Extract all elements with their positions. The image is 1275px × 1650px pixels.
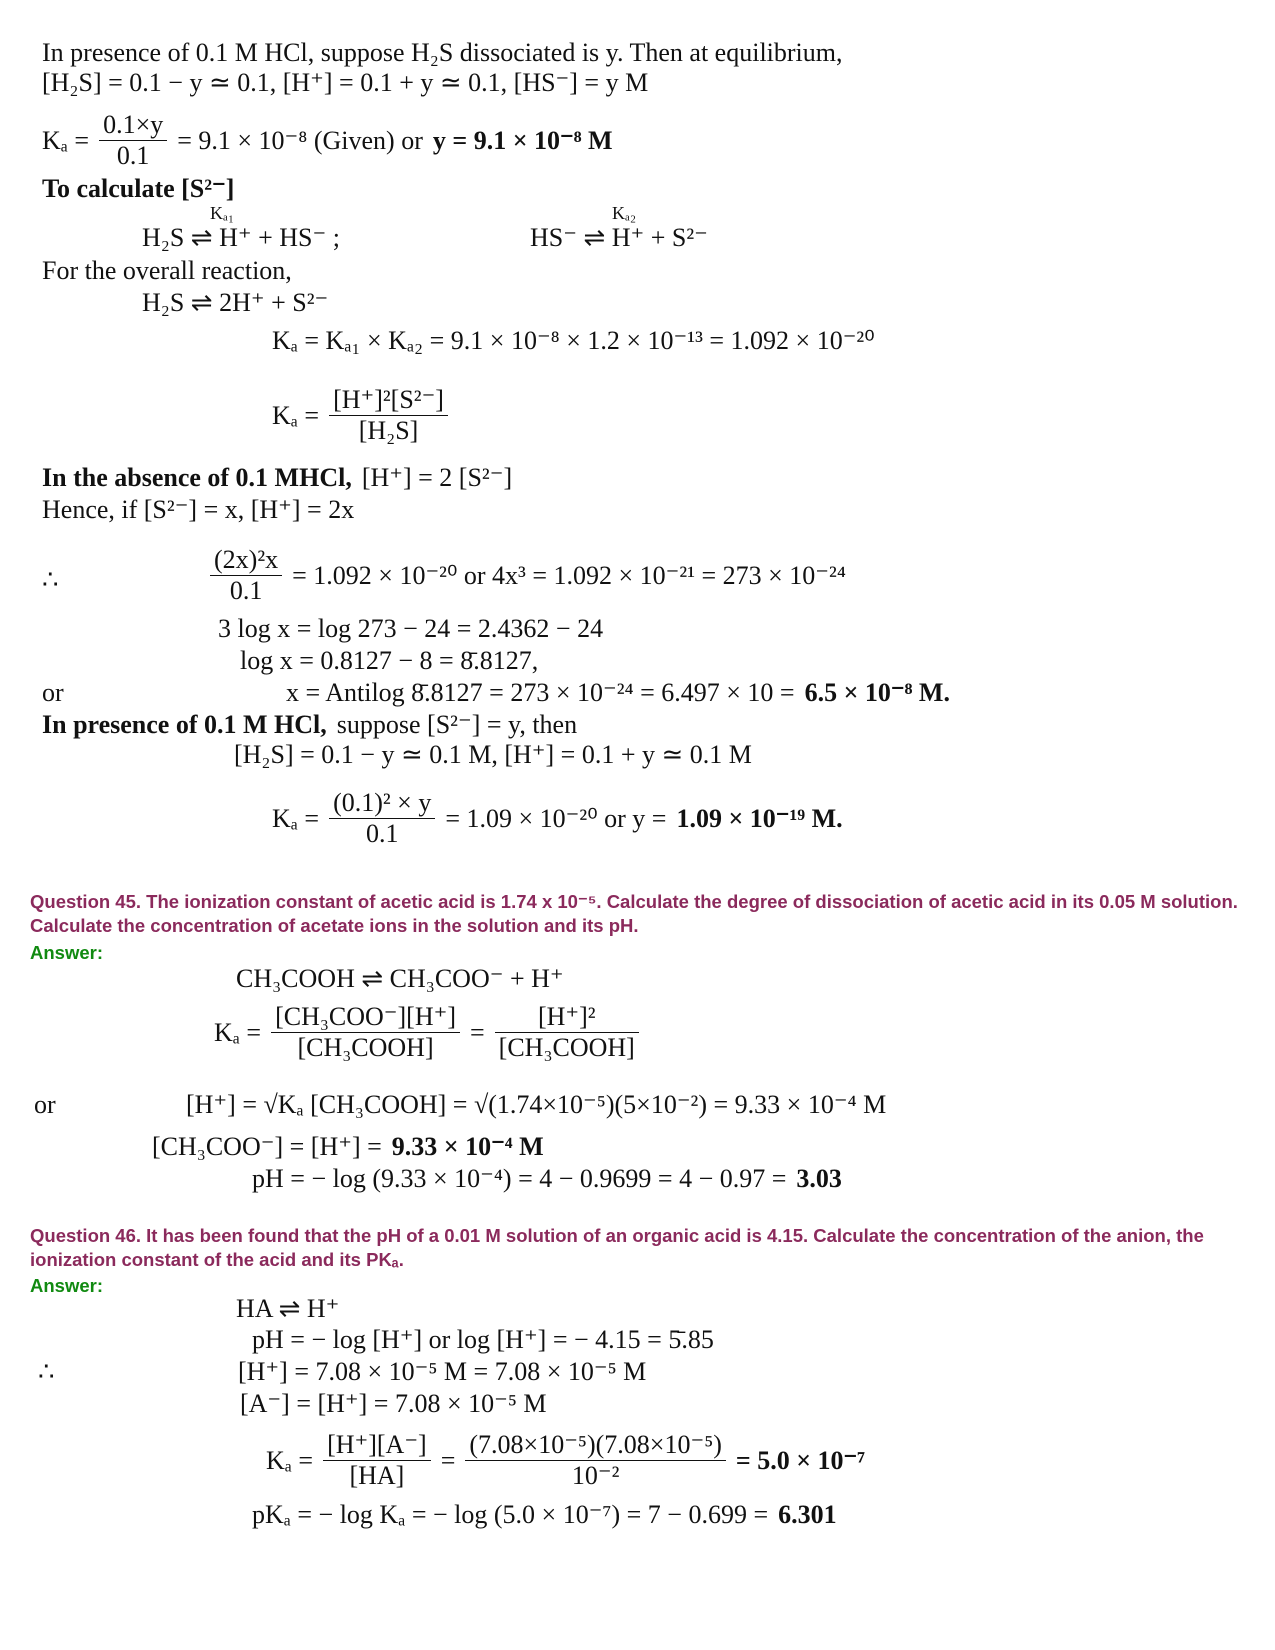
equation: HA ⇌ H⁺ bbox=[236, 1294, 340, 1323]
numerator: (7.08×10⁻⁵)(7.08×10⁻⁵) bbox=[465, 1430, 726, 1461]
text-line: In presence of 0.1 M HCl, suppose H₂S dissociated is y. Then at equilibrium, bbox=[42, 38, 843, 67]
numerator: (2x)²x bbox=[210, 545, 282, 576]
fraction bbox=[329, 788, 435, 849]
numerator: [H⁺]² bbox=[495, 1002, 639, 1033]
equation: [H⁺] = 7.08 × 10⁻⁵ M = 7.08 × 10⁻⁵ M bbox=[238, 1357, 647, 1386]
equation: pKₐ = − log Kₐ = − log (5.0 × 10⁻⁷) = 7 − 0.699 = bbox=[252, 1500, 769, 1529]
denominator: [H₂S] bbox=[358, 416, 419, 445]
question-45: Question 45. The ionization constant of acetic acid is 1.74 x 10⁻⁵. Calculate the degree of dissociation of acetic acid in its 0.05 M solution. Calculate the concentration of acetate ions in the solution and its pH. bbox=[30, 891, 1238, 936]
ka-equation bbox=[42, 110, 613, 171]
equation: [H⁺] = √Kₐ [CH₃COOH] = √(1.74×10⁻⁵)(5×10⁻²) = 9.33 × 10⁻⁴ M bbox=[186, 1090, 887, 1119]
equation: Kₐ = Kₐ₁ × Kₐ₂ = 9.1 × 10⁻⁸ × 1.2 × 10⁻¹³ = 1.092 × 10⁻²⁰ bbox=[272, 326, 875, 355]
result: 1.09 × 10⁻¹⁹ M. bbox=[676, 803, 843, 833]
heading: To calculate [S²⁻] bbox=[42, 174, 235, 203]
text-line: [H⁺] = 2 [S²⁻] bbox=[361, 463, 513, 492]
text-line: suppose [S²⁻] = y, then bbox=[336, 710, 578, 739]
ka-expression bbox=[272, 385, 448, 446]
fraction bbox=[271, 1002, 460, 1063]
therefore-symbol: ∴ bbox=[42, 565, 59, 594]
fraction bbox=[465, 1430, 726, 1491]
presence-line bbox=[42, 710, 577, 740]
fraction bbox=[329, 385, 448, 446]
constant-label: Kₐ₁ bbox=[210, 203, 235, 223]
denominator: [CH₃COOH] bbox=[498, 1033, 635, 1062]
heading: In the absence of 0.1 MHCl, bbox=[42, 463, 352, 492]
equation: CH₃COOH ⇌ CH₃COO⁻ + H⁺ bbox=[236, 964, 564, 993]
fraction bbox=[323, 1430, 431, 1491]
fraction bbox=[99, 110, 167, 171]
result: = 5.0 × 10⁻⁷ bbox=[735, 1445, 866, 1475]
absence-line bbox=[42, 463, 512, 493]
equation: HS⁻ ⇌ H⁺ + S²⁻ bbox=[530, 223, 708, 252]
math-label: Kₐ = bbox=[266, 1445, 314, 1475]
heading: In presence of 0.1 M HCl, bbox=[42, 710, 327, 739]
text-line: [H₂S] = 0.1 − y ≃ 0.1, [H⁺] = 0.1 + y ≃ 0.1, [HS⁻] = y M bbox=[42, 68, 649, 97]
equation: = 1.092 × 10⁻²⁰ or 4x³ = 1.092 × 10⁻²¹ = 273 × 10⁻²⁴ bbox=[292, 560, 846, 590]
numerator: (0.1)² × y bbox=[329, 788, 435, 819]
equation: pH = − log [H⁺] or log [H⁺] = − 4.15 = 5̄.85 bbox=[252, 1325, 714, 1354]
ph-line bbox=[252, 1164, 842, 1194]
numerator: 0.1×y bbox=[99, 110, 167, 141]
denominator: 10⁻² bbox=[571, 1461, 620, 1490]
numerator: [CH₃COO⁻][H⁺] bbox=[271, 1002, 460, 1033]
text-line: or bbox=[42, 678, 64, 707]
result: 3.03 bbox=[796, 1164, 842, 1193]
equation: x = Antilog 8̄.8127 = 273 × 10⁻²⁴ = 6.497 × 10 = bbox=[286, 678, 795, 707]
denominator: 0.1 bbox=[229, 576, 263, 605]
ka3-equation bbox=[272, 788, 843, 849]
equals-sign: = bbox=[440, 1445, 456, 1475]
answer-label: Answer: bbox=[30, 1275, 103, 1296]
equation: H₂S ⇌ H⁺ + HS⁻ ; bbox=[142, 223, 340, 252]
answer-label: Answer: bbox=[30, 942, 103, 963]
math-label: Kₐ = bbox=[272, 803, 320, 833]
ka-equation bbox=[266, 1430, 865, 1491]
result: 6.5 × 10⁻⁸ M. bbox=[804, 678, 950, 707]
result: 6.301 bbox=[778, 1500, 837, 1529]
therefore-symbol: ∴ bbox=[38, 1357, 55, 1386]
result: 9.33 × 10⁻⁴ M bbox=[391, 1132, 544, 1161]
ka-equation bbox=[214, 1002, 639, 1063]
acetate-line bbox=[152, 1132, 544, 1162]
numerator: [H⁺][A⁻] bbox=[323, 1430, 431, 1461]
numerator: [H⁺]²[S²⁻] bbox=[329, 385, 448, 416]
constant-label: Kₐ₂ bbox=[612, 203, 637, 223]
pka-line bbox=[252, 1500, 837, 1530]
text-line: or bbox=[34, 1090, 56, 1119]
math-label: Kₐ = bbox=[42, 125, 90, 155]
equation: pH = − log (9.33 × 10⁻⁴) = 4 − 0.9699 = 4 − 0.97 = bbox=[252, 1164, 787, 1193]
equation: log x = 0.8127 − 8 = 8̄.8127, bbox=[240, 646, 539, 675]
equation: [CH₃COO⁻] = [H⁺] = bbox=[152, 1132, 382, 1161]
equation: [H₂S] = 0.1 − y ≃ 0.1 M, [H⁺] = 0.1 + y ≃ 0.1 M bbox=[234, 740, 752, 769]
text-line: Hence, if [S²⁻] = x, [H⁺] = 2x bbox=[42, 495, 355, 524]
math-label: Kₐ = bbox=[272, 400, 320, 430]
equation: = 1.09 × 10⁻²⁰ or y = bbox=[445, 803, 667, 833]
fraction bbox=[210, 545, 282, 606]
text-line: = 9.1 × 10⁻⁸ (Given) or bbox=[177, 125, 423, 155]
denominator: 0.1 bbox=[365, 819, 399, 848]
cubic-equation bbox=[210, 545, 846, 606]
math-label: Kₐ = bbox=[214, 1017, 262, 1047]
denominator: 0.1 bbox=[116, 141, 150, 170]
fraction bbox=[495, 1002, 639, 1063]
question-46: Question 46. It has been found that the pH of a 0.01 M solution of an organic acid is 4.15. Calculate the concentration of the anion, the ionization constant of the acid and its PKₐ. bbox=[30, 1225, 1204, 1270]
text-line: For the overall reaction, bbox=[42, 256, 292, 285]
result: y = 9.1 × 10⁻⁸ M bbox=[432, 125, 613, 155]
equals-sign: = bbox=[470, 1017, 485, 1047]
antilog-line bbox=[286, 678, 950, 708]
equation: H₂S ⇌ 2H⁺ + S²⁻ bbox=[142, 288, 329, 317]
denominator: [CH₃COOH] bbox=[297, 1033, 434, 1062]
equation: 3 log x = log 273 − 24 = 2.4362 − 24 bbox=[218, 614, 604, 643]
equation: [A⁻] = [H⁺] = 7.08 × 10⁻⁵ M bbox=[240, 1389, 547, 1418]
denominator: [HA] bbox=[349, 1461, 405, 1490]
